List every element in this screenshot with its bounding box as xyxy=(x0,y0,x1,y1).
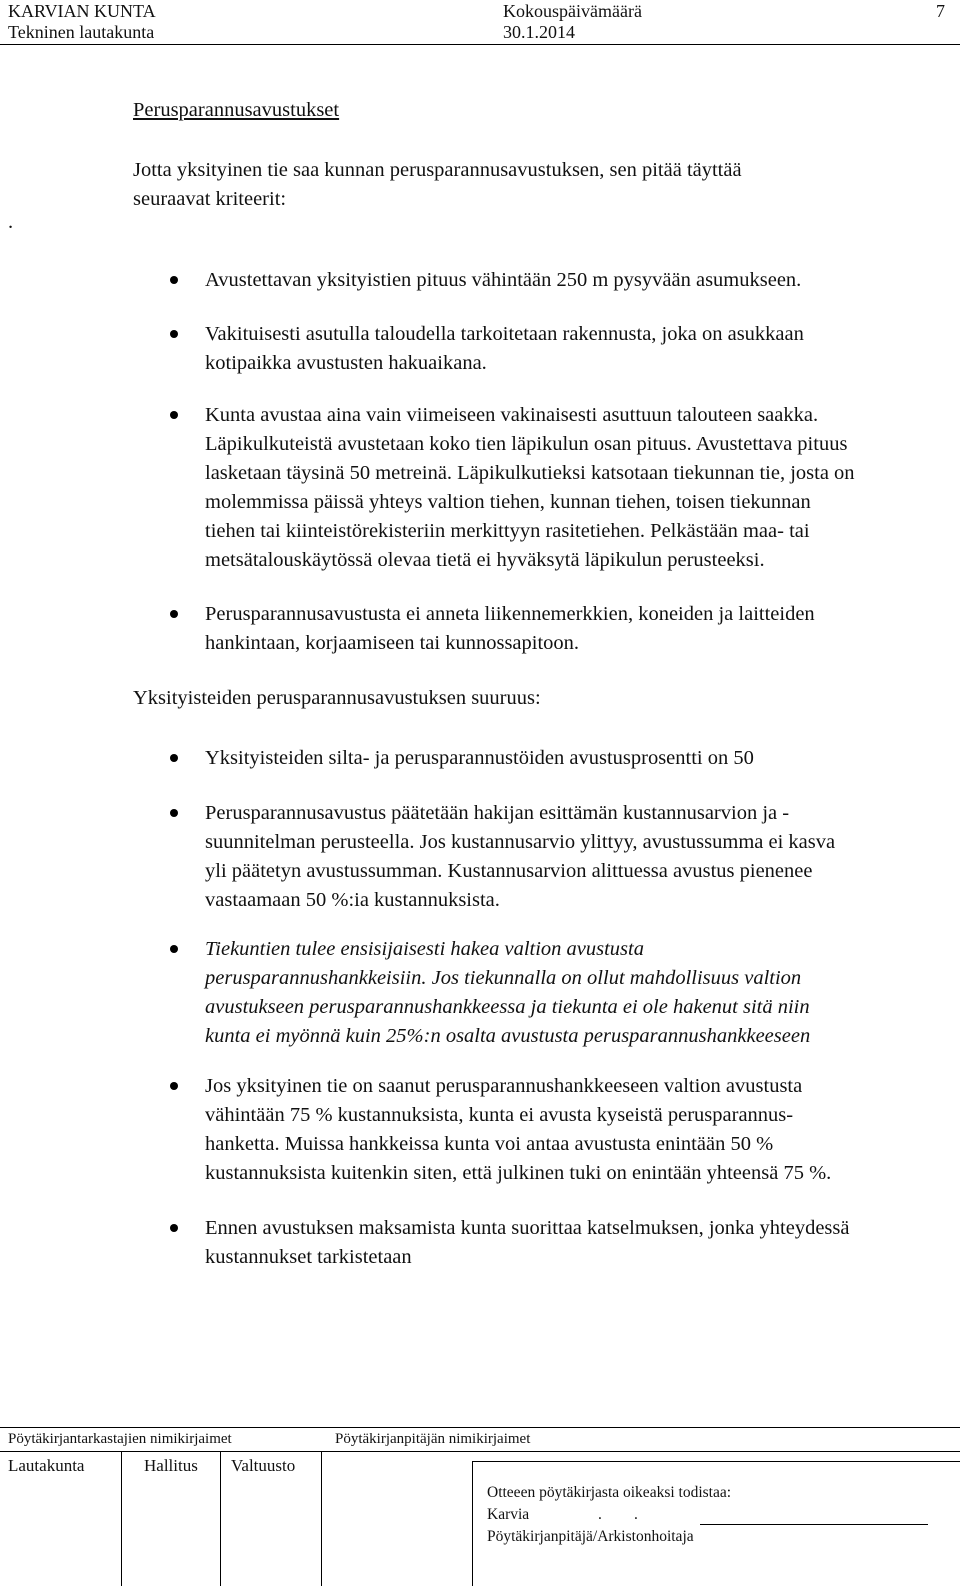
intro-line: seuraavat kriteerit: xyxy=(133,188,287,210)
certify-dot: . xyxy=(634,1506,638,1523)
list-item-line: yli päätetyn avustussumman. Kustannusarvion alittuessa avustus pienenee xyxy=(205,860,813,882)
list-item-line: metsätalouskäytössä olevaa tietä ei hyväksytä läpikulun perusteeksi. xyxy=(205,549,765,571)
bullet-dot xyxy=(170,1082,178,1090)
list-item xyxy=(205,401,855,575)
list-item-line: Perusparannusavustusta ei anneta liikennemerkkien, koneiden ja laitteiden xyxy=(205,603,815,625)
list-item-line: Avustettavan yksityistien pituus vähintään 250 m pysyvään asumukseen. xyxy=(205,269,802,291)
list-item-line: avustukseen perusparannushankkeessa ja tiekunta ei ole hakenut sitä niin xyxy=(205,996,810,1018)
certify-box-top xyxy=(472,1461,960,1462)
list-item-line: vastaamaan 50 %:ia kustannuksista. xyxy=(205,889,500,911)
footer-col-valtuusto: Valtuusto xyxy=(231,1456,296,1475)
list-item-line: hanketta. Muissa hankkeissa kunta voi antaa avustusta enintään 50 % xyxy=(205,1133,774,1155)
list-item xyxy=(205,799,835,915)
bullet-dot xyxy=(170,276,178,284)
certify-dot: . xyxy=(598,1506,602,1523)
bullet-dot xyxy=(170,610,178,618)
list-item-line: Läpikulkuteistä avustetaan koko tien läpikulun osan pituus. Avustettava pituus xyxy=(205,433,848,455)
intro-paragraph xyxy=(133,156,742,214)
list-item xyxy=(205,320,804,378)
certify-place: Karvia xyxy=(487,1506,530,1523)
bullet-dot xyxy=(170,1224,178,1232)
bullet-dot xyxy=(170,330,178,338)
list-item-line: kunta ei myönnä kuin 25%:n osalta avustusta perusparannushankkeeseen xyxy=(205,1025,811,1047)
footer-divider xyxy=(220,1451,221,1586)
list-item-line: lasketaan täysinä 50 metreinä. Läpikulkutieksi katsotaan tiekunnan tie, josta on xyxy=(205,462,855,484)
stray-dot: . xyxy=(8,211,14,233)
certify-box-left xyxy=(472,1461,473,1586)
list-item-line: Vakituisesti asutulla taloudella tarkoitetaan rakennusta, joka on asukkaan xyxy=(205,323,804,345)
header-date: 30.1.2014 xyxy=(503,22,575,42)
list-item-line: tiehen tai kiinteistörekisteriin merkittyyn rasitetiehen. Pelkästään maa- tai xyxy=(205,520,810,542)
signer-title: Pöytäkirjanpitäjä/Arkistonhoitaja xyxy=(487,1528,694,1545)
footer-col-lautakunta: Lautakunta xyxy=(8,1456,85,1475)
bullet-dot xyxy=(170,754,178,762)
footer-rule xyxy=(0,1427,960,1428)
bullet-dot xyxy=(170,411,178,419)
reviewers-label: Pöytäkirjantarkastajien nimikirjaimet xyxy=(8,1431,232,1447)
list-item-line: vähintään 75 % kustannuksista, kunta ei avusta kyseistä perusparannus- xyxy=(205,1104,794,1126)
list-item-italic xyxy=(205,935,810,1051)
bullet-dot xyxy=(170,809,178,817)
list-item xyxy=(205,1072,831,1188)
section-title: Perusparannusavustukset xyxy=(133,99,340,121)
list-item-line: kustannuksista kuitenkin siten, että julkinen tuki on enintään yhteensä 75 %. xyxy=(205,1162,832,1184)
list-item-line: Perusparannusavustus päätetään hakijan esittämän kustannusarvion ja - xyxy=(205,802,790,824)
footer-divider xyxy=(321,1451,322,1586)
list-item-line: hankintaan, korjaamiseen tai kunnossapitoon. xyxy=(205,632,580,654)
bullet-dot xyxy=(170,945,178,953)
list-item-line: perusparannushankkeisiin. Jos tiekunnalla on ollut mahdollisuus valtion xyxy=(205,967,802,989)
list-item-line: Tiekuntien tulee ensisijaisesti hakea valtion avustusta xyxy=(205,938,644,960)
list-item xyxy=(205,266,801,295)
list-item-line: kotipaikka avustusten hakuaikana. xyxy=(205,352,487,374)
header-committee: Tekninen lautakunta xyxy=(8,22,155,42)
list-item-line: molemmissa päissä yhteys valtion tiehen, kunnan tiehen, toisen tiekunnan xyxy=(205,491,811,513)
signature-line xyxy=(700,1524,928,1525)
list-item xyxy=(205,600,815,658)
footer-divider xyxy=(121,1451,122,1586)
secretary-label: Pöytäkirjanpitäjän nimikirjaimet xyxy=(335,1431,531,1447)
list-item-line: Kunta avustaa aina vain viimeiseen vakinaisesti asuttuun talouteen saakka. xyxy=(205,404,819,426)
list-item-line: Jos yksityinen tie on saanut perusparannushankkeeseen valtion avustusta xyxy=(205,1075,803,1097)
list-item-line: kustannukset tarkistetaan xyxy=(205,1246,412,1268)
header-date-label: Kokouspäivämäärä xyxy=(503,1,642,21)
subheading: Yksityisteiden perusparannusavustuksen suuruus: xyxy=(133,687,541,709)
footer-col-hallitus: Hallitus xyxy=(144,1456,198,1475)
list-item-line: suunnitelman perusteella. Jos kustannusarvio ylittyy, avustussumma ei kasva xyxy=(205,831,836,853)
list-item xyxy=(205,744,754,773)
header-rule xyxy=(0,44,960,45)
footer-rule-2 xyxy=(0,1451,960,1452)
intro-line: Jotta yksityinen tie saa kunnan perusparannusavustuksen, sen pitää täyttää xyxy=(133,159,742,181)
certify-label: Otteeen pöytäkirjasta oikeaksi todistaa: xyxy=(487,1484,732,1501)
list-item-line: Ennen avustuksen maksamista kunta suorittaa katselmuksen, jonka yhteydessä xyxy=(205,1217,850,1239)
list-item-line: Yksityisteiden silta- ja perusparannustöiden avustusprosentti on 50 xyxy=(205,747,754,769)
page-number: 7 xyxy=(936,1,945,21)
list-item xyxy=(205,1214,849,1272)
header-org: KARVIAN KUNTA xyxy=(8,1,156,21)
